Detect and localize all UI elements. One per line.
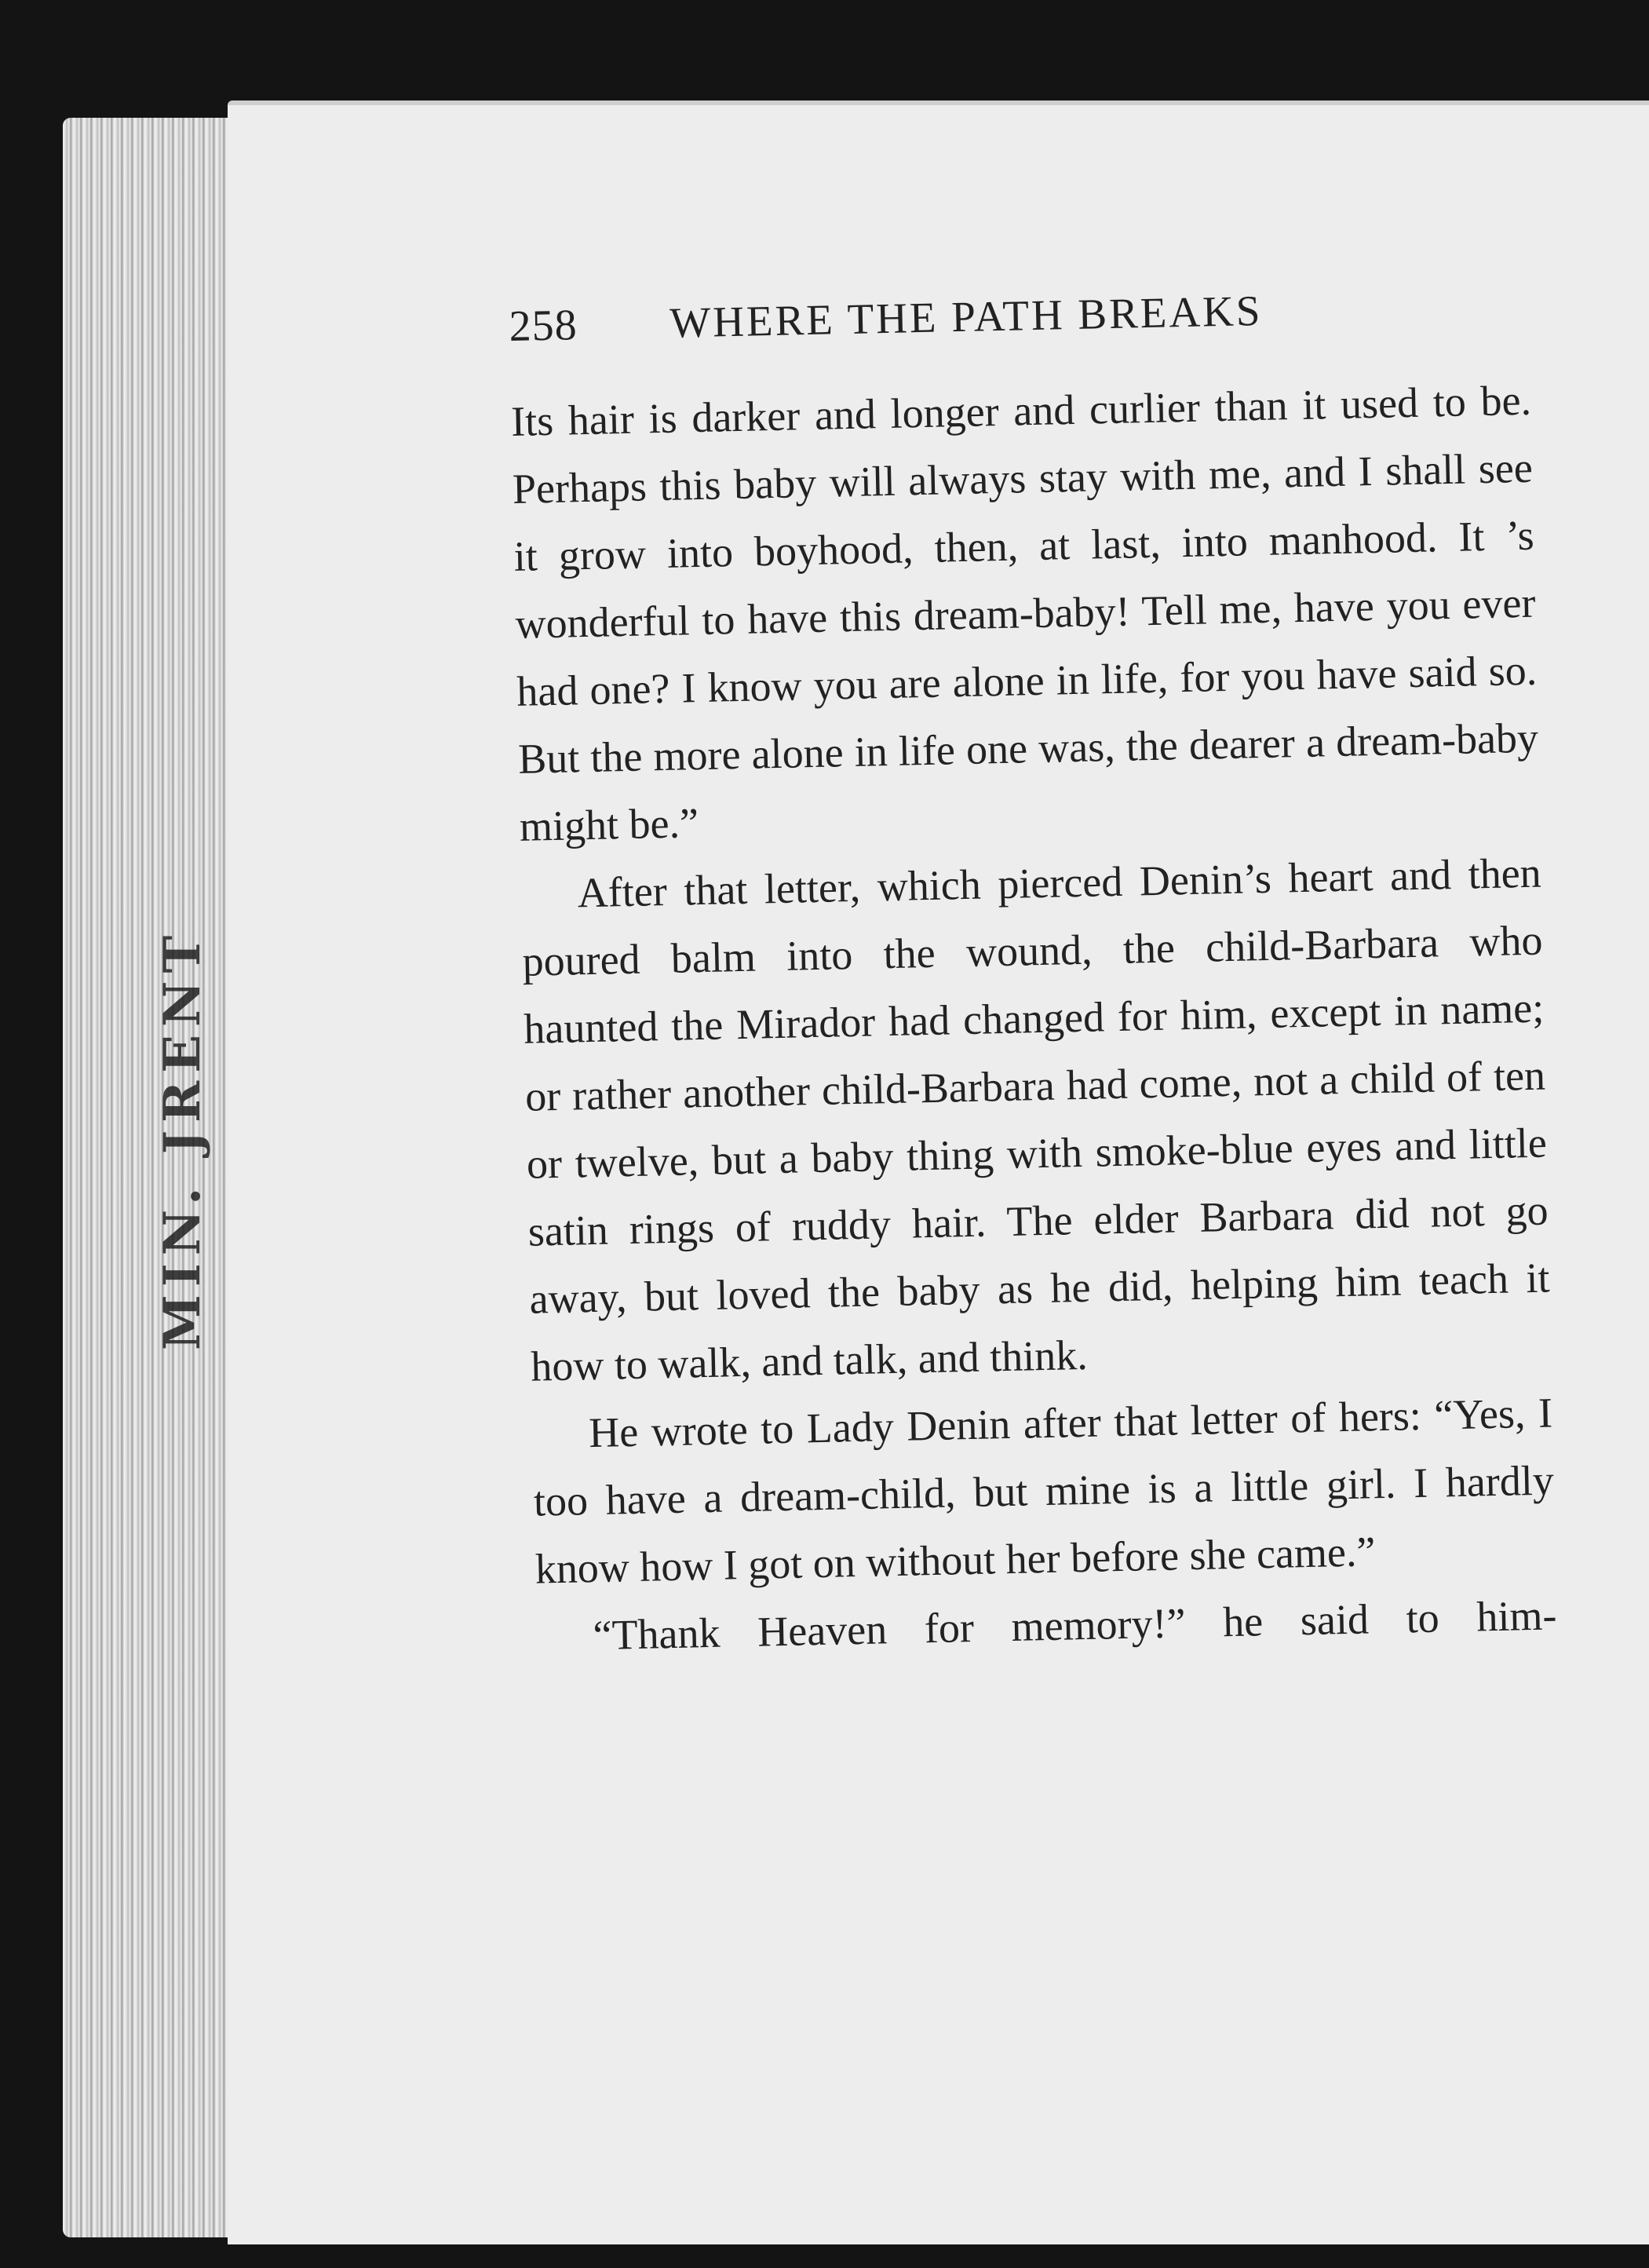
paragraph-2: After that letter, which pierced Denin’s heart and then poured balm into the wound, the child-Barbara who haunted the Mirador had changed for him, except in name; or rather another child-Barbara had come, not a child of ten or twelve, but a baby thing with smoke-blue eyes and little satin rings of ruddy hair. The elder Barbara did not go away, but loved the baby as he did, helping him teach it how to walk, and talk, and think. <box>521 849 1550 1390</box>
text-block <box>509 280 1557 1671</box>
paragraph-4: “Thank Heaven for memory!” he said to him- <box>592 1591 1557 1660</box>
running-title: WHERE THE PATH BREAKS <box>669 286 1263 347</box>
page-number: 258 <box>509 301 578 351</box>
paragraph-3: He wrote to Lady Denin after that letter of hers: “Yes, I too have a dream-child, but mine is a little girl. I hardly know how I got on without her before she came.” <box>533 1389 1555 1593</box>
paragraph-1: Its hair is darker and longer and curlier than it used to be. Perhaps this baby will always stay with me, and I shall see it grow into boyhood, then, at last, into manhood. It ’s wonderful to have this dream-baby! Tell me, have you ever had one? I know you are alone in life, for you have said so. But the more alone in life one was, the dearer a dream-baby might be.” <box>510 376 1539 850</box>
spine-stamp <box>153 1295 212 1350</box>
